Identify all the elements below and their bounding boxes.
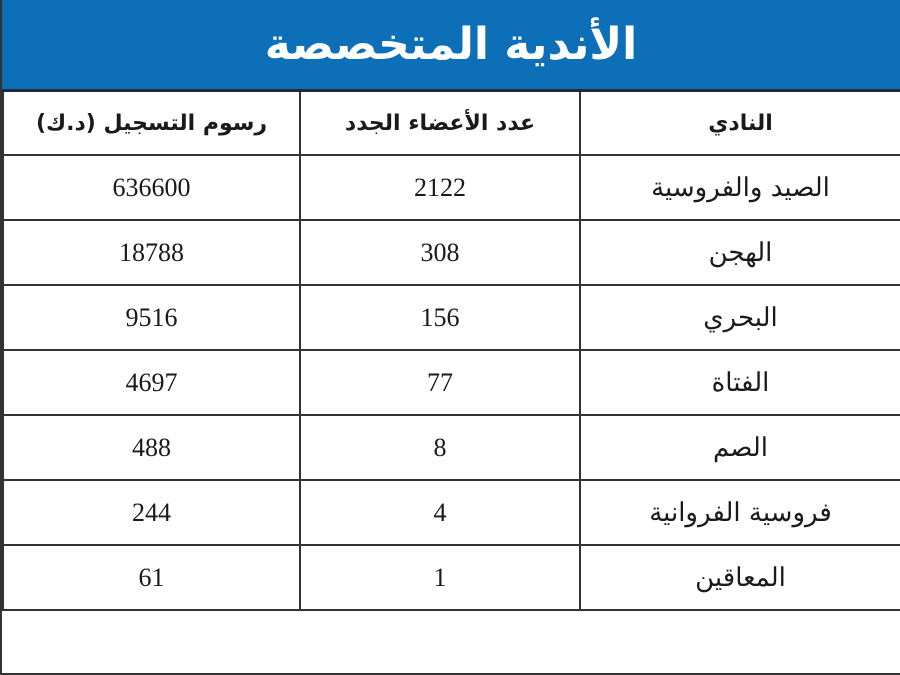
table-row — [3, 285, 900, 350]
cell-club: فروسية الفروانية — [580, 480, 900, 545]
cell-members: 77 — [300, 350, 580, 415]
cell-fees: 4697 — [3, 350, 300, 415]
table-row — [3, 415, 900, 480]
cell-club: المعاقين — [580, 545, 900, 610]
cell-fees: 61 — [3, 545, 300, 610]
cell-club: الصم — [580, 415, 900, 480]
cell-members: 308 — [300, 220, 580, 285]
cell-fees: 488 — [3, 415, 300, 480]
header-members: عدد الأعضاء الجدد — [300, 92, 580, 155]
table-row — [3, 480, 900, 545]
cell-members: 4 — [300, 480, 580, 545]
table-row — [3, 220, 900, 285]
clubs-table — [2, 92, 900, 611]
header-fees: رسوم التسجيل (د.ك) — [3, 92, 300, 155]
cell-club: البحري — [580, 285, 900, 350]
cell-club: الهجن — [580, 220, 900, 285]
cell-club: الصيد والفروسية — [580, 155, 900, 220]
table-row — [3, 350, 900, 415]
table-title: الأندية المتخصصة — [264, 19, 638, 70]
cell-fees: 18788 — [3, 220, 300, 285]
cell-members: 156 — [300, 285, 580, 350]
title-banner — [2, 0, 900, 92]
cell-fees: 244 — [3, 480, 300, 545]
cell-fees: 636600 — [3, 155, 300, 220]
cell-members: 8 — [300, 415, 580, 480]
cell-fees: 9516 — [3, 285, 300, 350]
cell-members: 1 — [300, 545, 580, 610]
header-club: النادي — [580, 92, 900, 155]
table-row — [3, 155, 900, 220]
header-row — [3, 92, 900, 155]
table-row — [3, 545, 900, 610]
cell-club: الفتاة — [580, 350, 900, 415]
cell-members: 2122 — [300, 155, 580, 220]
